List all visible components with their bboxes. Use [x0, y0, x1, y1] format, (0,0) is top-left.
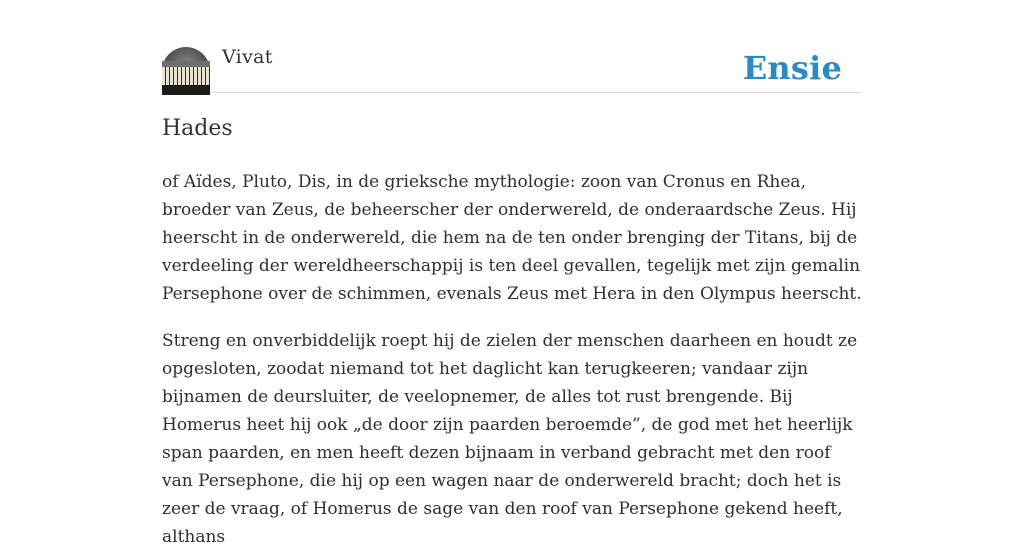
avatar-books — [162, 67, 210, 85]
header — [162, 0, 862, 93]
page-container — [162, 0, 862, 547]
article-paragraph-2: Streng en onverbiddelijk roept hij de zielen der menschen daarheen en houdt ze opgesloten, zoodat niemand tot het daglicht kan terugkeeren; vandaar zijn bijnamen de deursluiter, de veelopnemer, de alles tot rust brengende. Bij Homerus heet hij ook „de door zijn paarden beroemde”, de god met het heerlijk span paarden, en men heeft dezen bijnaam in verband gebracht met den roof van Persephone, die hij op een wagen naar de onderwereld bracht; doch het is zeer de vraag, of Homerus de sage van den roof van Persephone gekend heeft, althans — [162, 331, 858, 547]
username-link[interactable]: Vivat — [222, 46, 273, 68]
page-title: Hades — [162, 116, 233, 141]
avatar[interactable] — [162, 47, 210, 95]
brand-logo[interactable]: Ensie — [742, 49, 842, 87]
article-paragraph-1: of Aïdes, Pluto, Dis, in de grieksche mythologie: zoon van Cronus en Rhea, broeder van Zeus, de beheerscher der onderwereld, de onderaardsche Zeus. Hij heerscht in de onderwereld, die hem na de ten onder brenging der Titans, bij de verdeeling der wereldheerschappij is ten deel gevallen, tegelijk met zijn gemalin Persephone over de schimmen, evenals Zeus met Hera in den Olympus heerscht. — [162, 172, 862, 304]
avatar-shelf-bottom — [162, 85, 210, 95]
